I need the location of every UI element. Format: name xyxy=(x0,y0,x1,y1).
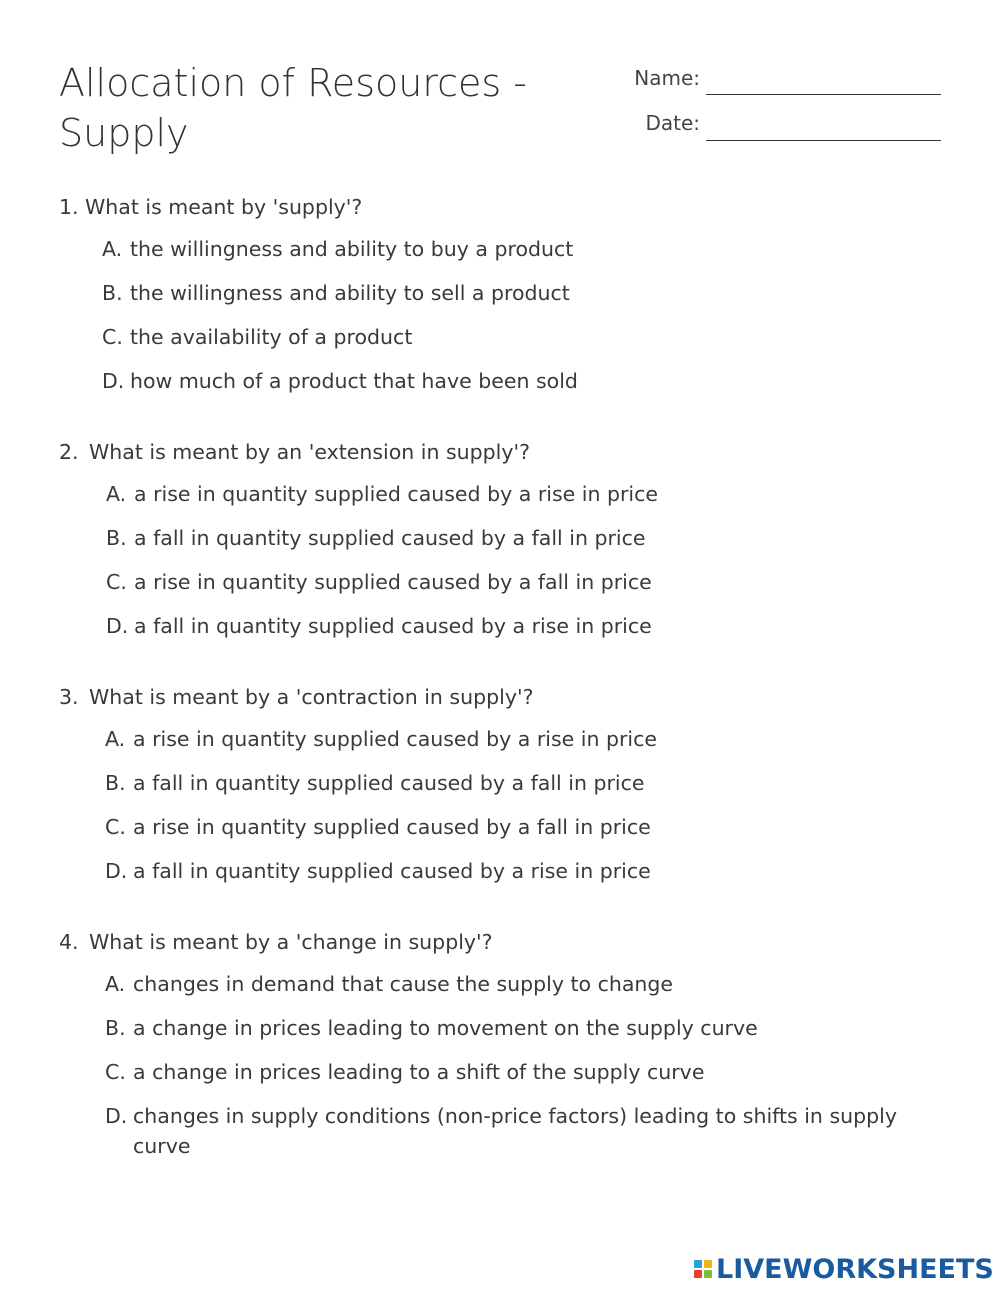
option-text: a fall in quantity supplied caused by a fall in price xyxy=(134,526,646,550)
option-letter: C. xyxy=(105,815,126,839)
option-1a[interactable] xyxy=(102,234,902,264)
option-letter: B. xyxy=(102,281,123,305)
name-field xyxy=(600,66,700,94)
option-letter: A. xyxy=(102,237,123,261)
option-letter: B. xyxy=(106,526,127,550)
option-1d[interactable] xyxy=(102,366,902,396)
option-text: a fall in quantity supplied caused by a rise in price xyxy=(134,614,652,638)
logo-text: LIVEWORKSHEETS xyxy=(716,1253,994,1285)
question-3 xyxy=(59,685,533,709)
option-1c[interactable] xyxy=(102,322,902,352)
option-letter: D. xyxy=(106,614,129,638)
option-2c[interactable] xyxy=(106,567,906,597)
question-number: 1. xyxy=(59,195,79,219)
option-text: a change in prices leading to a shift of the supply curve xyxy=(133,1060,705,1084)
option-text: how much of a product that have been sold xyxy=(130,369,578,393)
question-2 xyxy=(59,440,530,464)
option-text: a fall in quantity supplied caused by a fall in price xyxy=(133,771,645,795)
option-text: a fall in quantity supplied caused by a rise in price xyxy=(133,859,651,883)
option-letter: D. xyxy=(102,369,125,393)
page-title: Allocation of Resources - Supply xyxy=(59,61,527,155)
liveworksheets-logo[interactable] xyxy=(694,1254,994,1284)
option-text: changes in supply conditions (non-price factors) leading to shifts in supply curve xyxy=(133,1104,897,1158)
option-1b[interactable] xyxy=(102,278,902,308)
option-text: a rise in quantity supplied caused by a fall in price xyxy=(133,815,651,839)
liveworksheets-logo-icon xyxy=(694,1260,712,1278)
option-letter: B. xyxy=(105,771,126,795)
question-number: 3. xyxy=(59,685,79,709)
option-2b[interactable] xyxy=(106,523,906,553)
question-1 xyxy=(59,195,362,219)
question-number: 2. xyxy=(59,440,79,464)
option-text: the willingness and ability to buy a product xyxy=(130,237,574,261)
option-text: a rise in quantity supplied caused by a fall in price xyxy=(134,570,652,594)
question-text: What is meant by a 'change in supply'? xyxy=(89,930,493,954)
option-letter: C. xyxy=(105,1060,126,1084)
option-3d[interactable] xyxy=(105,856,905,886)
question-text: What is meant by a 'contraction in supply'? xyxy=(89,685,534,709)
question-text: What is meant by 'supply'? xyxy=(85,195,363,219)
option-4a[interactable] xyxy=(105,969,945,999)
option-text: a change in prices leading to movement on the supply curve xyxy=(133,1016,758,1040)
date-input-line[interactable] xyxy=(706,140,941,141)
option-letter: A. xyxy=(105,972,126,996)
option-text: the willingness and ability to sell a product xyxy=(130,281,570,305)
question-4 xyxy=(59,930,493,954)
option-letter: C. xyxy=(102,325,123,349)
option-letter: D. xyxy=(105,859,128,883)
option-text: a rise in quantity supplied caused by a rise in price xyxy=(133,727,657,751)
question-number: 4. xyxy=(59,930,79,954)
option-text: a rise in quantity supplied caused by a rise in price xyxy=(134,482,658,506)
question-text: What is meant by an 'extension in supply'? xyxy=(89,440,531,464)
option-4d[interactable] xyxy=(105,1101,945,1161)
date-field xyxy=(600,111,700,139)
option-3c[interactable] xyxy=(105,812,905,842)
option-letter: A. xyxy=(105,727,126,751)
name-input-line[interactable] xyxy=(706,94,941,95)
option-4b[interactable] xyxy=(105,1013,945,1043)
option-3a[interactable] xyxy=(105,724,905,754)
option-text: changes in demand that cause the supply to change xyxy=(133,972,674,996)
option-letter: D. xyxy=(105,1104,128,1128)
option-2d[interactable] xyxy=(106,611,906,641)
option-letter: B. xyxy=(105,1016,126,1040)
option-4c[interactable] xyxy=(105,1057,945,1087)
option-3b[interactable] xyxy=(105,768,905,798)
option-letter: A. xyxy=(106,482,127,506)
option-letter: C. xyxy=(106,570,127,594)
date-label: Date: xyxy=(645,111,700,135)
name-label: Name: xyxy=(634,66,700,90)
option-2a[interactable] xyxy=(106,479,906,509)
option-text: the availability of a product xyxy=(130,325,413,349)
